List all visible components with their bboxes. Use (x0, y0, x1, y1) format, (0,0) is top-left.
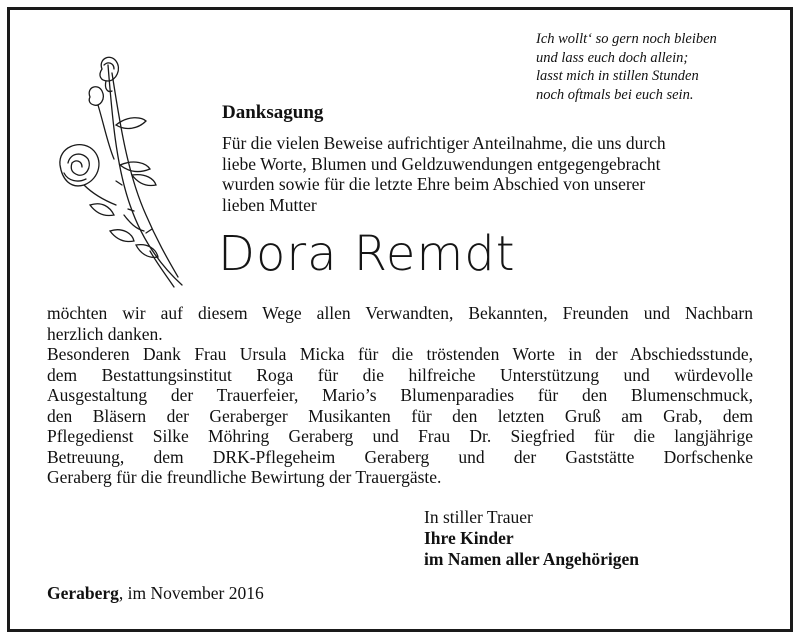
intro-paragraph (222, 133, 742, 215)
deceased-name: Dora Remdt (218, 226, 516, 282)
body-line: herzlich danken. (47, 323, 163, 344)
poem-line: Ich wollt‘ so gern noch bleiben (536, 31, 717, 47)
intro-line: lieben Mutter (222, 194, 317, 215)
closing-signature (424, 507, 639, 570)
closing-children: Ihre Kinder (424, 528, 514, 548)
rose-illustration (50, 55, 190, 290)
intro-line: liebe Worte, Blumen und Geldzuwendungen entgegengebracht (222, 153, 661, 174)
poem-line: noch oftmals bei euch sein. (536, 86, 694, 103)
intro-line: Für die vielen Beweise aufrichtiger Anteilnahme, die uns durch (222, 133, 666, 153)
poem-line: lasst mich in stillen Stunden (536, 68, 699, 84)
body-paragraph (47, 303, 753, 488)
poem-line: und lass euch doch allein; (536, 49, 689, 66)
body-line: Betreuung, dem DRK-Pflegeheim Geraberg und der Gaststätte Dorfschenke (47, 446, 753, 467)
place-date-text: , im November 2016 (118, 583, 264, 603)
intro-line: wurden sowie für die letzte Ehre beim Abschied von unserer (222, 174, 646, 194)
body-line: möchten wir auf diesem Wege allen Verwandten, Bekannten, Freunden und Nachbarn (47, 303, 753, 323)
body-line: Ausgestaltung der Trauerfeier, Mario’s Blumenparadies für den Blumenschmuck, (47, 385, 753, 405)
body-line: Pflegedienst Silke Möhring Geraberg und Frau Dr. Siegfried für die langjährige (47, 426, 753, 446)
closing-line: In stiller Trauer (424, 507, 533, 527)
body-line: Besonderen Dank Frau Ursula Micka für die tröstenden Worte in der Abschiedsstunde, (47, 344, 753, 364)
body-line: dem Bestattungsinstitut Roga für die hilfreiche Unterstützung und würdevolle (47, 364, 753, 385)
body-line: Geraberg für die freundliche Bewirtung der Trauergäste. (47, 467, 442, 487)
heading-danksagung: Danksagung (222, 102, 324, 123)
body-line: den Bläsern der Geraberger Musikanten für den letzten Gruß am Grab, dem (47, 405, 753, 426)
closing-relatives: im Namen aller Angehörigen (424, 549, 640, 569)
place-date (47, 583, 264, 604)
place-town: Geraberg (47, 583, 119, 603)
poem-verse (536, 30, 776, 104)
